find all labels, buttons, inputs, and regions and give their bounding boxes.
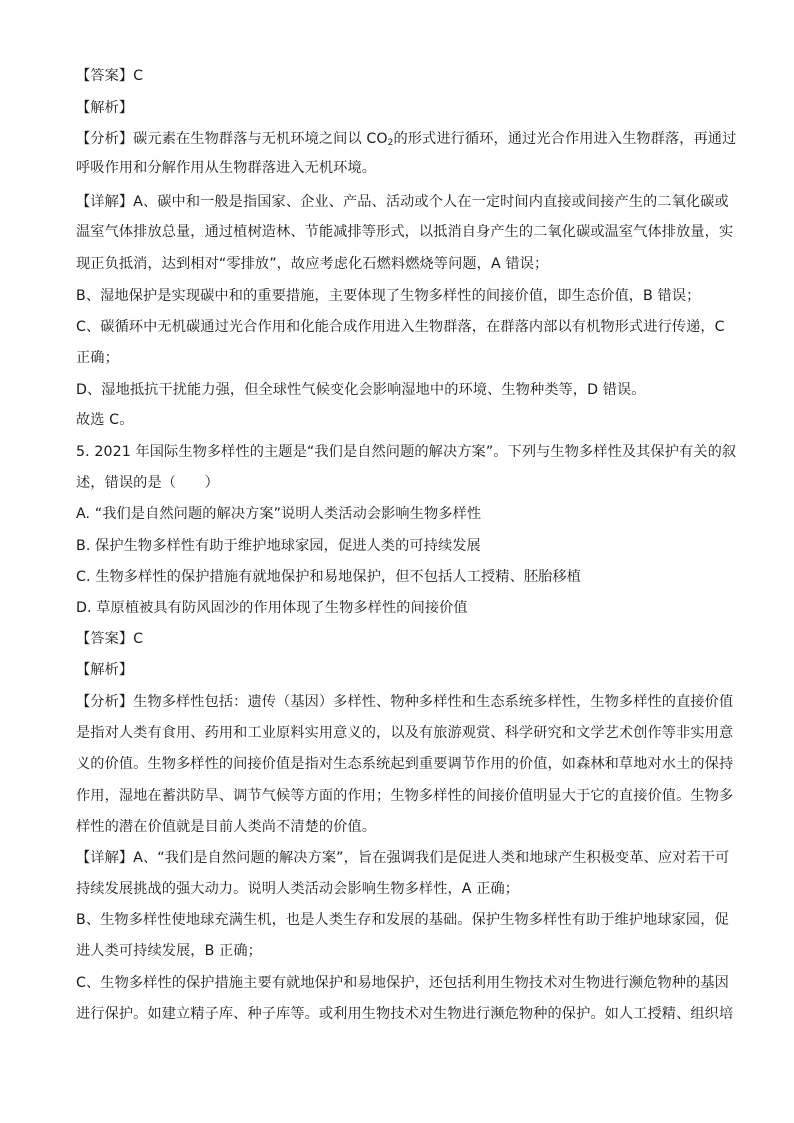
q4-detail-line-4: B、湿地保护是实现碳中和的重要措施，主要体现了生物多样性的间接价值，即生态价值，B 错误； <box>76 288 701 304</box>
q4-detail-line-5: C、碳循环中无机碳通过光合作用和化能合成作用进入生物群落，在群落内部以有机物形式进行传递，C <box>76 319 725 335</box>
q5-analysis-line-2: 是指对人类有食用、药用和工业原料实用意义的，以及有旅游观赏、科学研究和文学艺术创作等非实用意 <box>76 725 734 741</box>
q4-analysis-line-2: 呼吸作用和分解作用从生物群落进入无机环境。 <box>76 160 377 176</box>
q5-analysis-line-5: 样性的潜在价值就是目前人类尚不清楚的价值。 <box>76 819 377 835</box>
q4-detail-line-8: 故选 C。 <box>76 412 134 428</box>
q5-detail-line-3: B、生物多样性使地球充满生机，也是人类生存和发展的基础。保护生物多样性有助于维护地球家园，促 <box>76 912 729 928</box>
q5-detail-line-1: 【详解】A、“我们是自然问题的解决方案”，旨在强调我们是促进人类和地球产生积极变革、应对若干可 <box>76 850 730 866</box>
q4-detail-line-3: 现正负抵消，达到相对“零排放”，故应考虑化石燃料燃烧等问题，A 错误； <box>76 256 549 272</box>
q4-analysis-text-start: 【分析】碳元素在生物群落与无机环境之间以 CO <box>76 131 388 147</box>
co2-subscript: 2 <box>387 138 394 148</box>
q4-analysis-line-1 <box>76 129 736 153</box>
q5-analysis-line-4: 作用，湿地在蓄洪防旱、调节气候等方面的作用；生物多样性的间接价值明显大于它的直接价值。生物多 <box>76 788 734 804</box>
q4-detail-line-6: 正确； <box>76 350 119 366</box>
q5-stem-line-1: 5. 2021 年国际生物多样性的主题是“我们是自然问题的解决方案”。下列与生物多样性及其保护有关的叙 <box>76 444 737 460</box>
q5-stem-line-2: 述，错误的是（ ） <box>76 475 219 491</box>
q4-answer-label: 【答案】C <box>76 68 144 84</box>
q5-analysis-heading: 【解析】 <box>76 662 134 678</box>
q5-detail-line-6: 进行保护。如建立精子库、种子库等。或利用生物技术对生物进行濒危物种的保护。如人工授精、组织培 <box>76 1006 734 1022</box>
q4-detail-line-7: D、湿地抵抗干扰能力强，但全球性气候变化会影响湿地中的环境、生物种类等，D 错误。 <box>76 382 646 398</box>
q4-detail-line-1: 【详解】A、碳中和一般是指国家、企业、产品、活动或个人在一定时间内直接或间接产生的二氧化碳或 <box>76 194 729 210</box>
q4-detail-line-2: 温室气体排放总量，通过植树造林、节能减排等形式，以抵消自身产生的二氧化碳或温室气体排放量，实 <box>76 224 734 240</box>
q5-detail-line-5: C、生物多样性的保护措施主要有就地保护和易地保护，还包括利用生物技术对生物进行濒危物种的基因 <box>76 975 729 991</box>
q5-option-d: D. 草原植被具有防风固沙的作用体现了生物多样性的间接价值 <box>76 600 468 616</box>
q5-analysis-line-3: 义的价值。生物多样性的间接价值是指对生态系统起到重要调节作用的价值，如森林和草地对水土的保持 <box>76 756 734 772</box>
q5-option-c: C. 生物多样性的保护措施有就地保护和易地保护，但不包括人工授精、胚胎移植 <box>76 569 582 585</box>
q5-analysis-line-1: 【分析】生物多样性包括：遗传（基因）多样性、物种多样性和生态系统多样性，生物多样性的直接价值 <box>76 694 734 710</box>
q5-detail-line-4: 进人类可持续发展，B 正确； <box>76 943 262 959</box>
q5-detail-line-2: 持续发展挑战的强大动力。说明人类活动会影响生物多样性，A 正确； <box>76 881 520 897</box>
q5-option-a: A. “我们是自然问题的解决方案”说明人类活动会影响生物多样性 <box>76 506 482 522</box>
q4-analysis-text-end: 的形式进行循环，通过光合作用进入生物群落，再通过 <box>393 131 737 147</box>
q5-answer-label: 【答案】C <box>76 631 144 647</box>
q5-option-b: B. 保护生物多样性有助于维护地球家园，促进人类的可持续发展 <box>76 538 481 554</box>
q4-analysis-heading: 【解析】 <box>76 100 134 116</box>
